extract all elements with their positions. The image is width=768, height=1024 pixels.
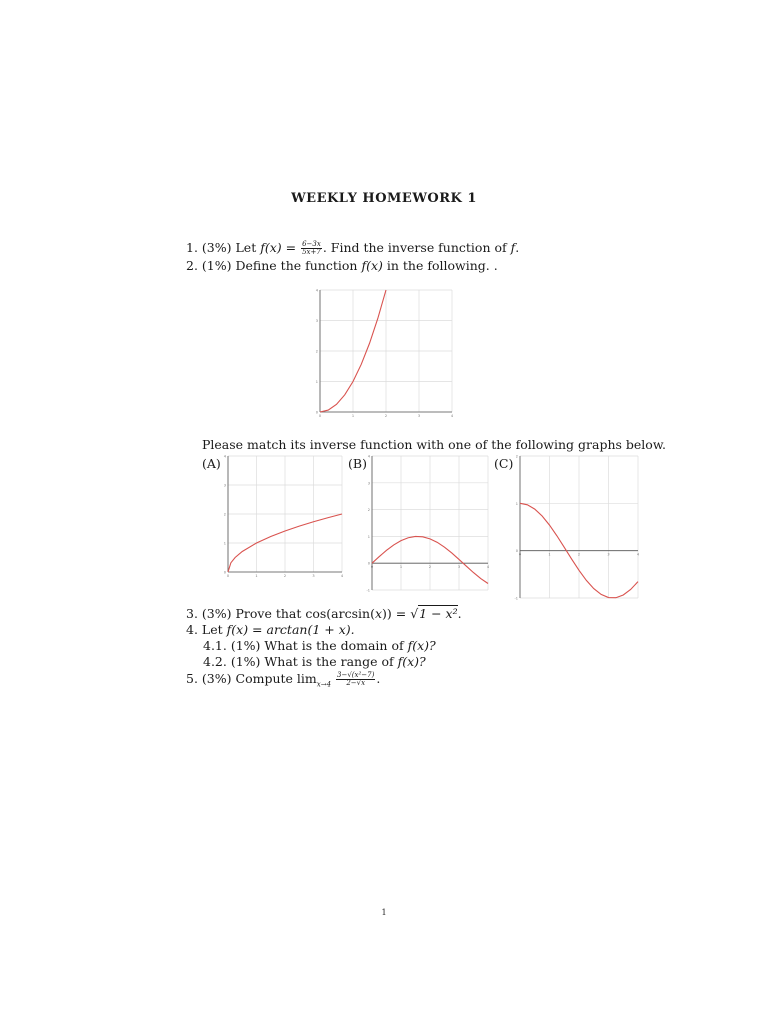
y-tick-label: 0: [315, 410, 318, 415]
problem-4-1-fx: f(x)?: [407, 638, 436, 653]
graph-c: [514, 452, 642, 602]
problem-1-end: .: [515, 240, 520, 255]
y-tick-label: 1: [367, 534, 370, 539]
problem-3: 3. (3%) Prove that cos(arcsin(x)) = √1 − x².: [186, 606, 462, 621]
problem-4-text-a: Let: [201, 622, 223, 637]
x-tick-label: 0: [518, 552, 522, 557]
problem-3-text-a: Prove that cos(arcsin(: [235, 606, 375, 621]
problem-3-end: .: [457, 606, 462, 621]
x-tick-label: 0: [370, 565, 374, 570]
y-tick-label: 4: [367, 454, 370, 459]
x-tick-label: 4: [450, 414, 454, 418]
problem-4-2-fx: f(x)?: [397, 654, 426, 669]
problem-4-1: [203, 638, 436, 654]
y-tick-label: 3: [315, 319, 318, 323]
x-tick-label: 3: [417, 414, 421, 418]
x-tick-label: 2: [283, 574, 287, 578]
problem-5-points: (3%): [201, 671, 232, 686]
x-tick-label: 1: [255, 574, 258, 578]
x-tick-label: 4: [636, 552, 640, 557]
x-tick-label: 2: [577, 552, 581, 557]
y-tick-label: 1: [315, 380, 318, 384]
y-tick-label: 0: [223, 570, 226, 575]
x-tick-label: 2: [428, 565, 432, 570]
problem-1: [186, 240, 519, 256]
y-tick-label: 2: [367, 508, 370, 513]
problem-5-text-a: Compute lim: [235, 671, 317, 686]
x-tick-label: 4: [340, 574, 344, 578]
y-tick-label: 2: [515, 454, 518, 459]
problem-2-number: 2.: [186, 258, 198, 273]
problem-4-1-points: (1%): [230, 638, 261, 653]
x-tick-label: 4: [486, 565, 490, 570]
problem-3-number: 3.: [186, 606, 198, 621]
main-function-graph: [312, 286, 456, 418]
problem-4-2-points: (1%): [230, 654, 261, 669]
problem-4-fx: f(x) = arctan(1 + x).: [226, 622, 355, 637]
problem-1-text-a: Let: [235, 240, 257, 255]
y-tick-label: 1: [515, 501, 518, 506]
problem-2-points: (1%): [201, 258, 232, 273]
y-tick-label: -1: [366, 588, 370, 593]
problem-1-fraction: [301, 241, 322, 256]
y-tick-label: 1: [223, 541, 226, 546]
y-tick-label: 3: [367, 481, 370, 486]
graph-c-label: (C): [494, 456, 514, 471]
x-tick-label: 3: [607, 552, 610, 557]
y-tick-label: 3: [223, 483, 226, 488]
x-tick-label: 1: [548, 552, 551, 557]
page-number: 1: [381, 908, 387, 917]
y-tick-label: 0: [515, 549, 518, 554]
problem-3-text-b: )) =: [382, 606, 407, 621]
y-tick-label: 4: [315, 288, 318, 293]
problem-1-fx: f(x) =: [260, 240, 297, 255]
y-tick-label: 2: [315, 349, 318, 354]
x-tick-label: 2: [384, 414, 388, 418]
problem-4-1-number: 4.1.: [203, 638, 227, 653]
problem-3-points: (3%): [201, 606, 232, 621]
problem-1-text-b: . Find the inverse function of: [322, 240, 507, 255]
problem-5-end: .: [376, 671, 381, 686]
problem-1-points: (3%): [201, 240, 232, 255]
x-tick-label: 1: [351, 414, 355, 418]
problem-4-2-number: 4.2.: [203, 654, 227, 669]
y-tick-label: -1: [514, 596, 518, 601]
problem-4-2-text: What is the range of: [264, 654, 394, 669]
problem-1-f: f: [510, 240, 516, 255]
y-tick-label: 2: [223, 512, 226, 517]
graph-a: [222, 452, 346, 580]
problem-5-fraction: [336, 672, 375, 687]
x-tick-label: 3: [457, 565, 461, 570]
problem-2: [186, 258, 498, 274]
graph-b-label: (B): [348, 456, 367, 471]
y-tick-label: 0: [367, 561, 370, 566]
problem-4-number: 4.: [186, 622, 198, 637]
x-tick-label: 1: [399, 565, 403, 570]
problem-3-x: x: [374, 606, 383, 621]
x-tick-label: 0: [226, 574, 230, 578]
problem-1-frac-num: 6−3x: [302, 240, 321, 248]
problem-2-fx: f(x): [361, 258, 383, 273]
problem-1-number: 1.: [186, 240, 198, 255]
match-instruction: Please match its inverse function with one of the following graphs below.: [202, 437, 667, 452]
problem-5-limit-sub: x→4: [316, 680, 332, 689]
problem-5-number: 5.: [186, 671, 198, 686]
problem-2-text-b: in the following. .: [386, 258, 498, 273]
problem-3-sqrt: 1 − x²: [419, 606, 458, 621]
problem-4-2: [203, 654, 426, 670]
page-title: WEEKLY HOMEWORK 1: [291, 191, 477, 206]
problem-5-frac-den: 2−√x: [346, 679, 366, 687]
x-tick-label: 0: [318, 414, 322, 418]
problem-4: [186, 622, 355, 638]
problem-2-text-a: Define the function: [235, 258, 358, 273]
y-tick-label: 4: [223, 454, 226, 459]
graph-b: [366, 452, 492, 594]
problem-4-1-text: What is the domain of: [264, 638, 404, 653]
problem-5-frac-num: 3−√(x²−7): [337, 671, 375, 679]
problem-5: [186, 671, 380, 693]
problem-1-frac-den: 5x+7: [302, 248, 321, 256]
graph-a-label: (A): [202, 456, 221, 471]
x-tick-label: 3: [312, 574, 315, 578]
